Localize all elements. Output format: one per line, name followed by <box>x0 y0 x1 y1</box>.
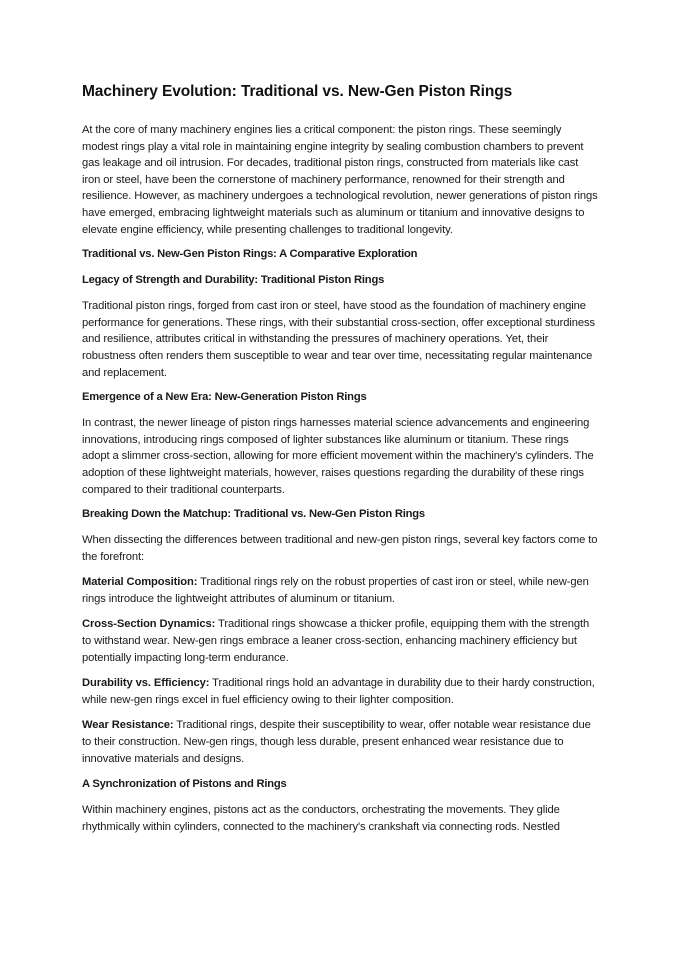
matchup-intro-paragraph: When dissecting the differences between traditional and new-gen piston rings, several key factors come to the forefront: <box>82 534 598 563</box>
factor-term: Wear Resistance: <box>82 719 174 732</box>
section-heading-emergence: Emergence of a New Era: New-Generation Piston Rings <box>82 391 367 404</box>
page-title: Machinery Evolution: Traditional vs. New-Gen Piston Rings <box>82 83 513 100</box>
legacy-paragraph: Traditional piston rings, forged from cast iron or steel, have stood as the foundation of machinery engine performance for generations. These rings, with their substantial cross-section, offer exceptional sturdiness and resilience, attributes critical in withstanding the pressures of machinery operations. Yet, their robustness often renders them susceptible to wear and tear over time, necessitating regular maintenance and replacement. <box>82 300 595 379</box>
factor-term: Cross-Section Dynamics: <box>82 618 216 631</box>
factor-material-composition <box>82 574 598 607</box>
section-heading-sync: A Synchronization of Pistons and Rings <box>82 778 287 791</box>
factor-term: Durability vs. Efficiency: <box>82 677 210 690</box>
section-heading-matchup: Breaking Down the Matchup: Traditional vs. New-Gen Piston Rings <box>82 508 425 521</box>
factor-durability-vs-efficiency <box>82 675 598 708</box>
section-heading-comparative: Traditional vs. New-Gen Piston Rings: A Comparative Exploration <box>82 248 418 261</box>
factor-text: Traditional rings rely on the robust properties of cast iron or steel, while new-gen rings introduce the lightweight attributes of aluminum or titanium. <box>82 576 589 605</box>
emergence-paragraph: In contrast, the newer lineage of piston rings harnesses material science advancements and engineering innovations, introducing rings composed of lighter substances like aluminum or titanium. These rings adopt a slimmer cross-section, allowing for more efficient movement within the machinery's cylinders. The adoption of these lightweight materials, however, raises questions regarding the durability of these rings compared to their traditional counterparts. <box>82 417 594 496</box>
factor-text: Traditional rings hold an advantage in durability due to their hardy construction, while new-gen rings excel in fuel efficiency owing to their lighter composition. <box>82 677 595 706</box>
sync-paragraph: Within machinery engines, pistons act as the conductors, orchestrating the movements. They glide rhythmically within cylinders, connected to the machinery's crankshaft via connecting rods. Nestled <box>82 804 560 833</box>
factor-text: Traditional rings, despite their susceptibility to wear, offer notable wear resistance due to their construction. New-gen rings, though less durable, present enhanced wear resistance due to innovative materials and designs. <box>82 719 591 765</box>
factor-wear-resistance <box>82 717 598 767</box>
factor-cross-section-dynamics <box>82 616 598 666</box>
section-heading-legacy: Legacy of Strength and Durability: Traditional Piston Rings <box>82 274 385 287</box>
intro-paragraph: At the core of many machinery engines lies a critical component: the piston rings. These seemingly modest rings play a vital role in maintaining engine integrity by sealing combustion chambers to prevent gas leakage and oil intrusion. For decades, traditional piston rings, constructed from materials like cast iron or steel, have been the cornerstone of machinery performance, renowned for their strength and resilience. However, as machinery undergoes a technological revolution, newer generations of piston rings have emerged, embracing lightweight materials such as aluminum or titanium and innovative designs to elevate engine efficiency, while presenting challenges to traditional longevity. <box>82 124 598 236</box>
document-page <box>82 82 598 843</box>
factor-text: Traditional rings showcase a thicker profile, equipping them with the strength to withstand wear. New-gen rings embrace a leaner cross-section, enhancing machinery efficiency but potentially impacting long-term endurance. <box>82 618 590 664</box>
factor-term: Material Composition: <box>82 576 198 589</box>
